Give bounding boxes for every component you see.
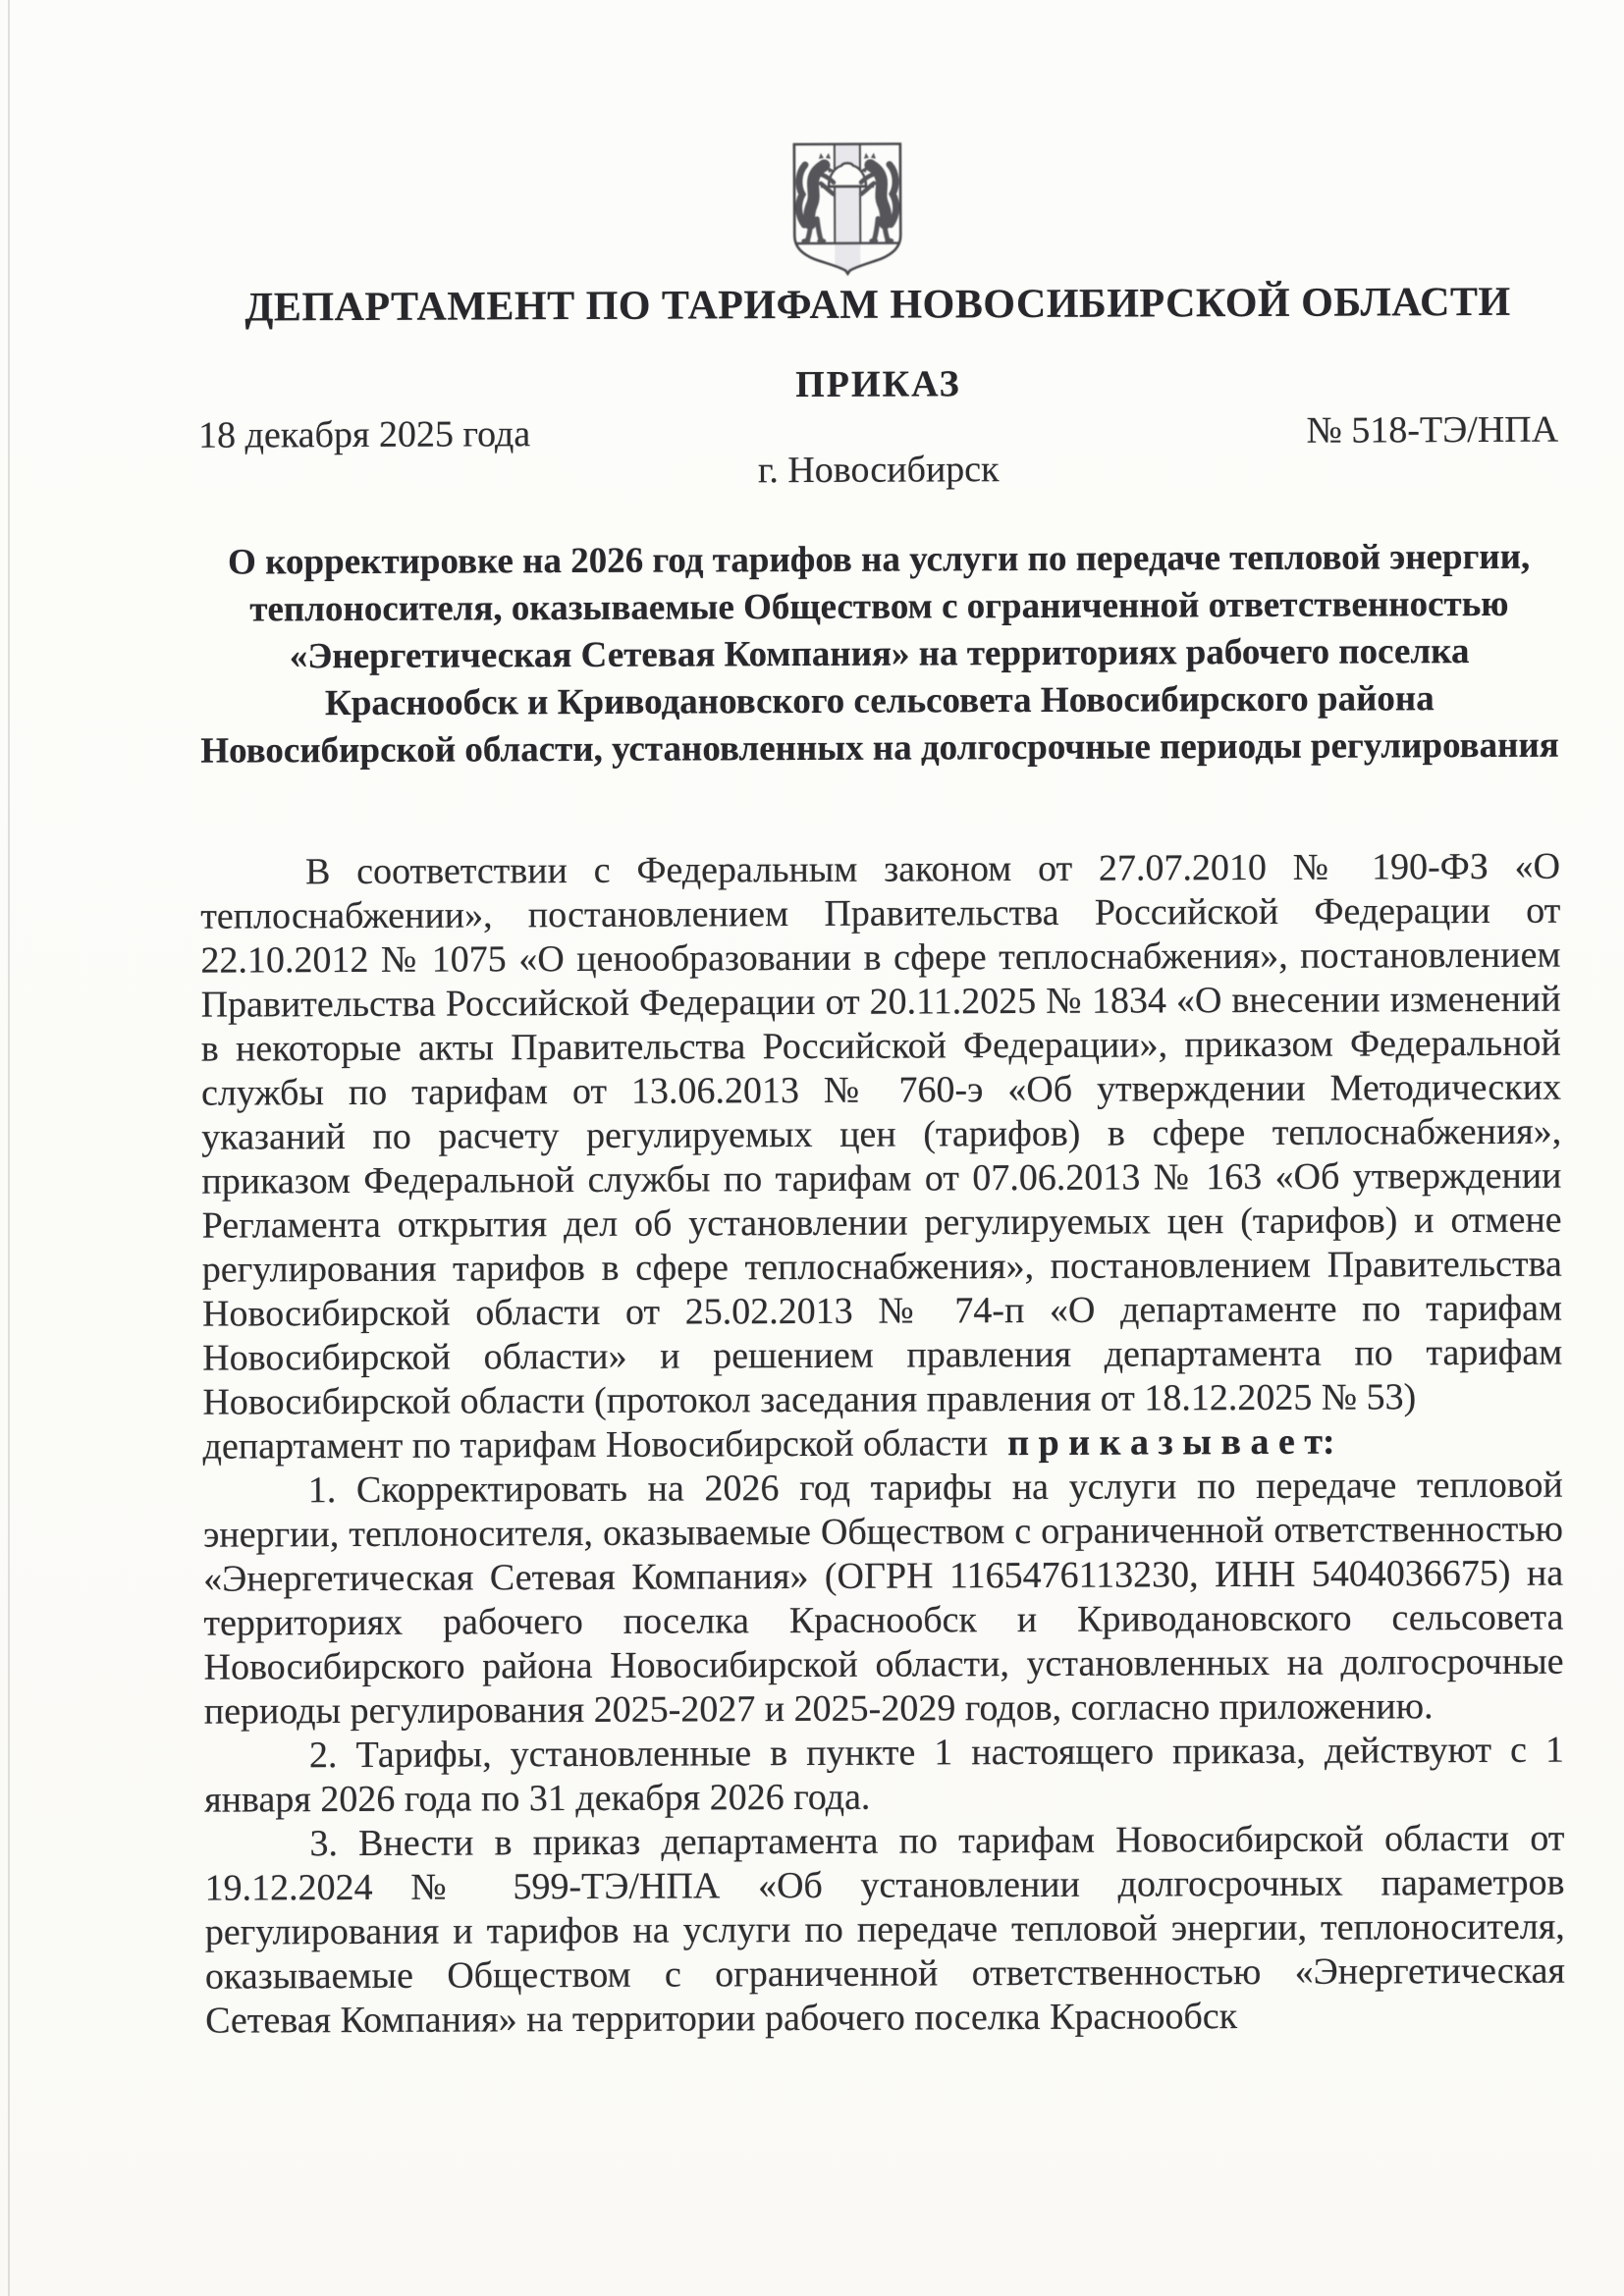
document-city: г. Новосибирск	[757, 449, 1000, 492]
emblem-coat-of-arms	[791, 142, 904, 277]
document-content	[196, 0, 1566, 2042]
document-date: 18 декабря 2025 года	[198, 413, 531, 456]
order-item-1: 1. Скорректировать на 2026 год тарифы на услуги по передаче тепловой энергии, теплоносителя, оказываемые Обществом с ограниченной ответственностью «Энергетическая Сетевая Компания» (ОГРН 1165476113230, ИНН 5404036675) на территориях рабочего поселка Краснообск и Криводановского сельсовета Новосибирского района Новосибирской области, установленных на долгосрочные периоды регулирования 2025-2027 и 2025-2029 годов, согласно приложению.	[202, 1464, 1564, 1733]
order-item-3: 3. Внести в приказ департамента по тарифам Новосибирской области от 19.12.2024 № 599-ТЭ/НПА «Об установлении долгосрочных параметров регулирования и тарифов на услуги по передаче тепловой энергии, теплоносителя, оказываемые Обществом с ограниченной ответственностью «Энергетическая Сетевая Компания» на территории рабочего поселка Краснообск	[204, 1817, 1566, 2042]
document-type-title: ПРИКАЗ	[795, 363, 961, 406]
org-name: ДЕПАРТАМЕНТ ПО ТАРИФАМ НОВОСИБИРСКОЙ ОБЛАСТИ	[244, 279, 1511, 331]
decree-lead: департамент по тарифам Новосибирской области	[202, 1422, 989, 1468]
preamble-paragraph: В соответствии с Федеральным законом от 27.07.2010 № 190-ФЗ «О теплоснабжении», постановлением Правительства Российской Федерации от 22.10.2012 № 1075 «О ценообразовании в сфере теплоснабжения», постановлением Правительства Российской Федерации от 20.11.2025 № 1834 «О внесении изменений в некоторые акты Правительства Российской Федерации», приказом Федеральной службы по тарифам от 13.06.2013 № 760-э «Об утверждении Методических указаний по расчету регулируемых цен (тарифов) в сфере теплоснабжения», приказом Федеральной службы по тарифам от 07.06.2013 № 163 «Об утверждении Регламента открытия дел об установлении регулируемых цен (тарифов) и отмене регулирования тарифов в сфере теплоснабжения», постановлением Правительства Новосибирской области от 25.02.2013 № 74-п «О департаменте по тарифам Новосибирской области» и решением правления департамента по тарифам Новосибирской области (протокол заседания правления от 18.12.2025 № 53)	[200, 845, 1563, 1423]
document-body	[200, 845, 1565, 2044]
decree-verb: п р и к а з ы в а е т:	[1007, 1420, 1335, 1465]
decree-line	[203, 1419, 1563, 1469]
document-number: № 518-ТЭ/НПА	[1306, 408, 1559, 452]
document-subject: О корректировке на 2026 год тарифов на услуги по передаче тепловой энергии, теплоносителя, оказываемые Обществом с ограниченной ответственностью «Энергетическая Сетевая Компания» на территориях рабочего поселка Краснообск и Криводановского сельсовета Новосибирского района Новосибирской области, установленных на долгосрочные периоды регулирования	[200, 536, 1559, 772]
order-item-2: 2. Тарифы, установленные в пункте 1 настоящего приказа, действуют с 1 января 2026 года по 31 декабря 2026 года.	[204, 1729, 1565, 1821]
